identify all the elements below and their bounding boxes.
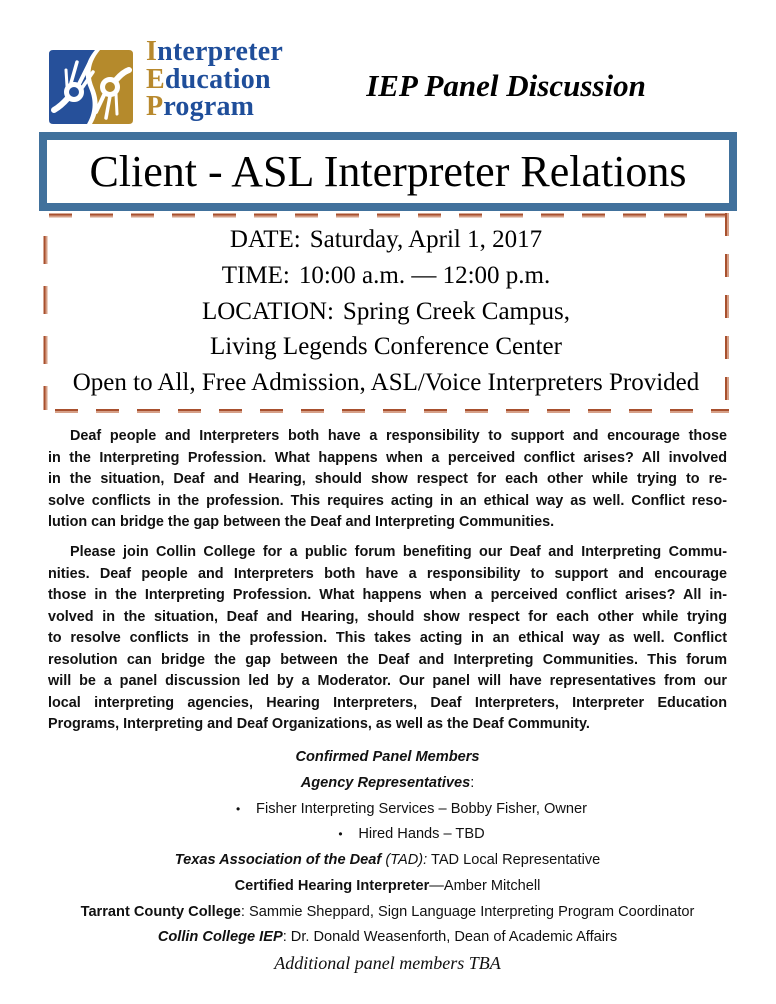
text-line: solve conflicts in the profession. This requires acting in an ethical way as well. Conflict reso- bbox=[48, 492, 727, 509]
event-location-venue: Living Legends Conference Center bbox=[210, 333, 562, 361]
text-line: Programs, Interpreting and Deaf Organizations, as well as the Deaf Community. bbox=[48, 716, 590, 732]
panel-members bbox=[48, 745, 727, 977]
text-line: local interpreting agencies, Hearing Interpreters, Deaf Interpreters, Interpreter Education bbox=[48, 694, 727, 711]
text-line: will be a panel discussion led by a Moderator. Our panel will have representatives from our bbox=[48, 673, 727, 689]
bullet-icon bbox=[236, 797, 256, 823]
panel-heading: Confirmed Panel Members bbox=[295, 749, 480, 765]
text-line: those in the Interpreting Profession. What happens when a perceived conflict arises? All in- bbox=[48, 587, 727, 603]
text-line: in the Interpreting Profession. What happens when a perceived conflict arises? All involved bbox=[48, 449, 727, 466]
description-body bbox=[48, 426, 727, 744]
agency-list-item: •Fisher Interpreting Services – Bobby Fisher, Owner bbox=[48, 797, 727, 823]
event-time: TIME: 10:00 a.m. — 12:00 p.m. bbox=[221, 261, 551, 289]
paragraph-intro bbox=[48, 426, 727, 534]
event-admission-note: Open to All, Free Admission, ASL/Voice Interpreters Provided bbox=[72, 369, 700, 396]
event-date: DATE: Saturday, April 1, 2017 bbox=[229, 226, 543, 253]
paragraph-invitation bbox=[48, 542, 727, 736]
logo-wordmark bbox=[146, 38, 283, 121]
page-title: IEP Panel Discussion bbox=[366, 68, 646, 103]
text-line: lution can bridge the gap between the Deaf and Interpreting Communities. bbox=[48, 514, 555, 530]
text-line: to resolve conflicts in the profession. This takes acting in an ethical way as well. Conflict bbox=[48, 630, 727, 646]
panel-member-certified-interpreter: Certified Hearing Interpreter—Amber Mitchell bbox=[234, 877, 541, 894]
text-line: in the situation, Deaf and Hearing, should show respect for each other while trying to re- bbox=[48, 471, 727, 487]
logo-line-education: Education bbox=[146, 63, 271, 95]
bullet-icon bbox=[338, 822, 358, 848]
event-location: LOCATION: Spring Creek Campus, bbox=[201, 297, 570, 325]
banner-heading: Client - ASL Interpreter Relations bbox=[89, 147, 687, 196]
agency-heading: Agency Representatives: bbox=[300, 774, 475, 791]
text-line: Please join Collin College for a public forum benefiting our Deaf and Interpreting Commu- bbox=[70, 544, 727, 560]
panel-member-tarrant: Tarrant County College: Sammie Sheppard, Sign Language Interpreting Program Coordinator bbox=[80, 903, 695, 920]
logo-line-program: Program bbox=[146, 91, 255, 122]
text-line: resolution can bridge the gap between the Deaf and Interpreting Communities. This forum bbox=[48, 651, 727, 668]
panel-member-tad: Texas Association of the Deaf (TAD): TAD Local Representative bbox=[174, 852, 601, 868]
signing-hands-icon bbox=[49, 50, 133, 124]
text-line: Deaf people and Interpreters both have a responsibility to support and encourage those bbox=[70, 428, 727, 444]
title-banner bbox=[39, 132, 737, 211]
text-line: volved in the situation, Deaf and Hearing, should show respect for each other while trying bbox=[48, 608, 727, 625]
event-details bbox=[43, 222, 729, 401]
text-line: nities. Deaf people and Interpreters both have a responsibility to support and encourage bbox=[48, 565, 727, 582]
panel-closing-note: Additional panel members TBA bbox=[274, 953, 501, 973]
agency-list-item: •Hired Hands – TBD bbox=[48, 822, 727, 848]
panel-member-collin: Collin College IEP: Dr. Donald Weasenforth, Dean of Academic Affairs bbox=[157, 929, 618, 946]
logo-line-interpreter: Interpreter bbox=[146, 36, 283, 67]
